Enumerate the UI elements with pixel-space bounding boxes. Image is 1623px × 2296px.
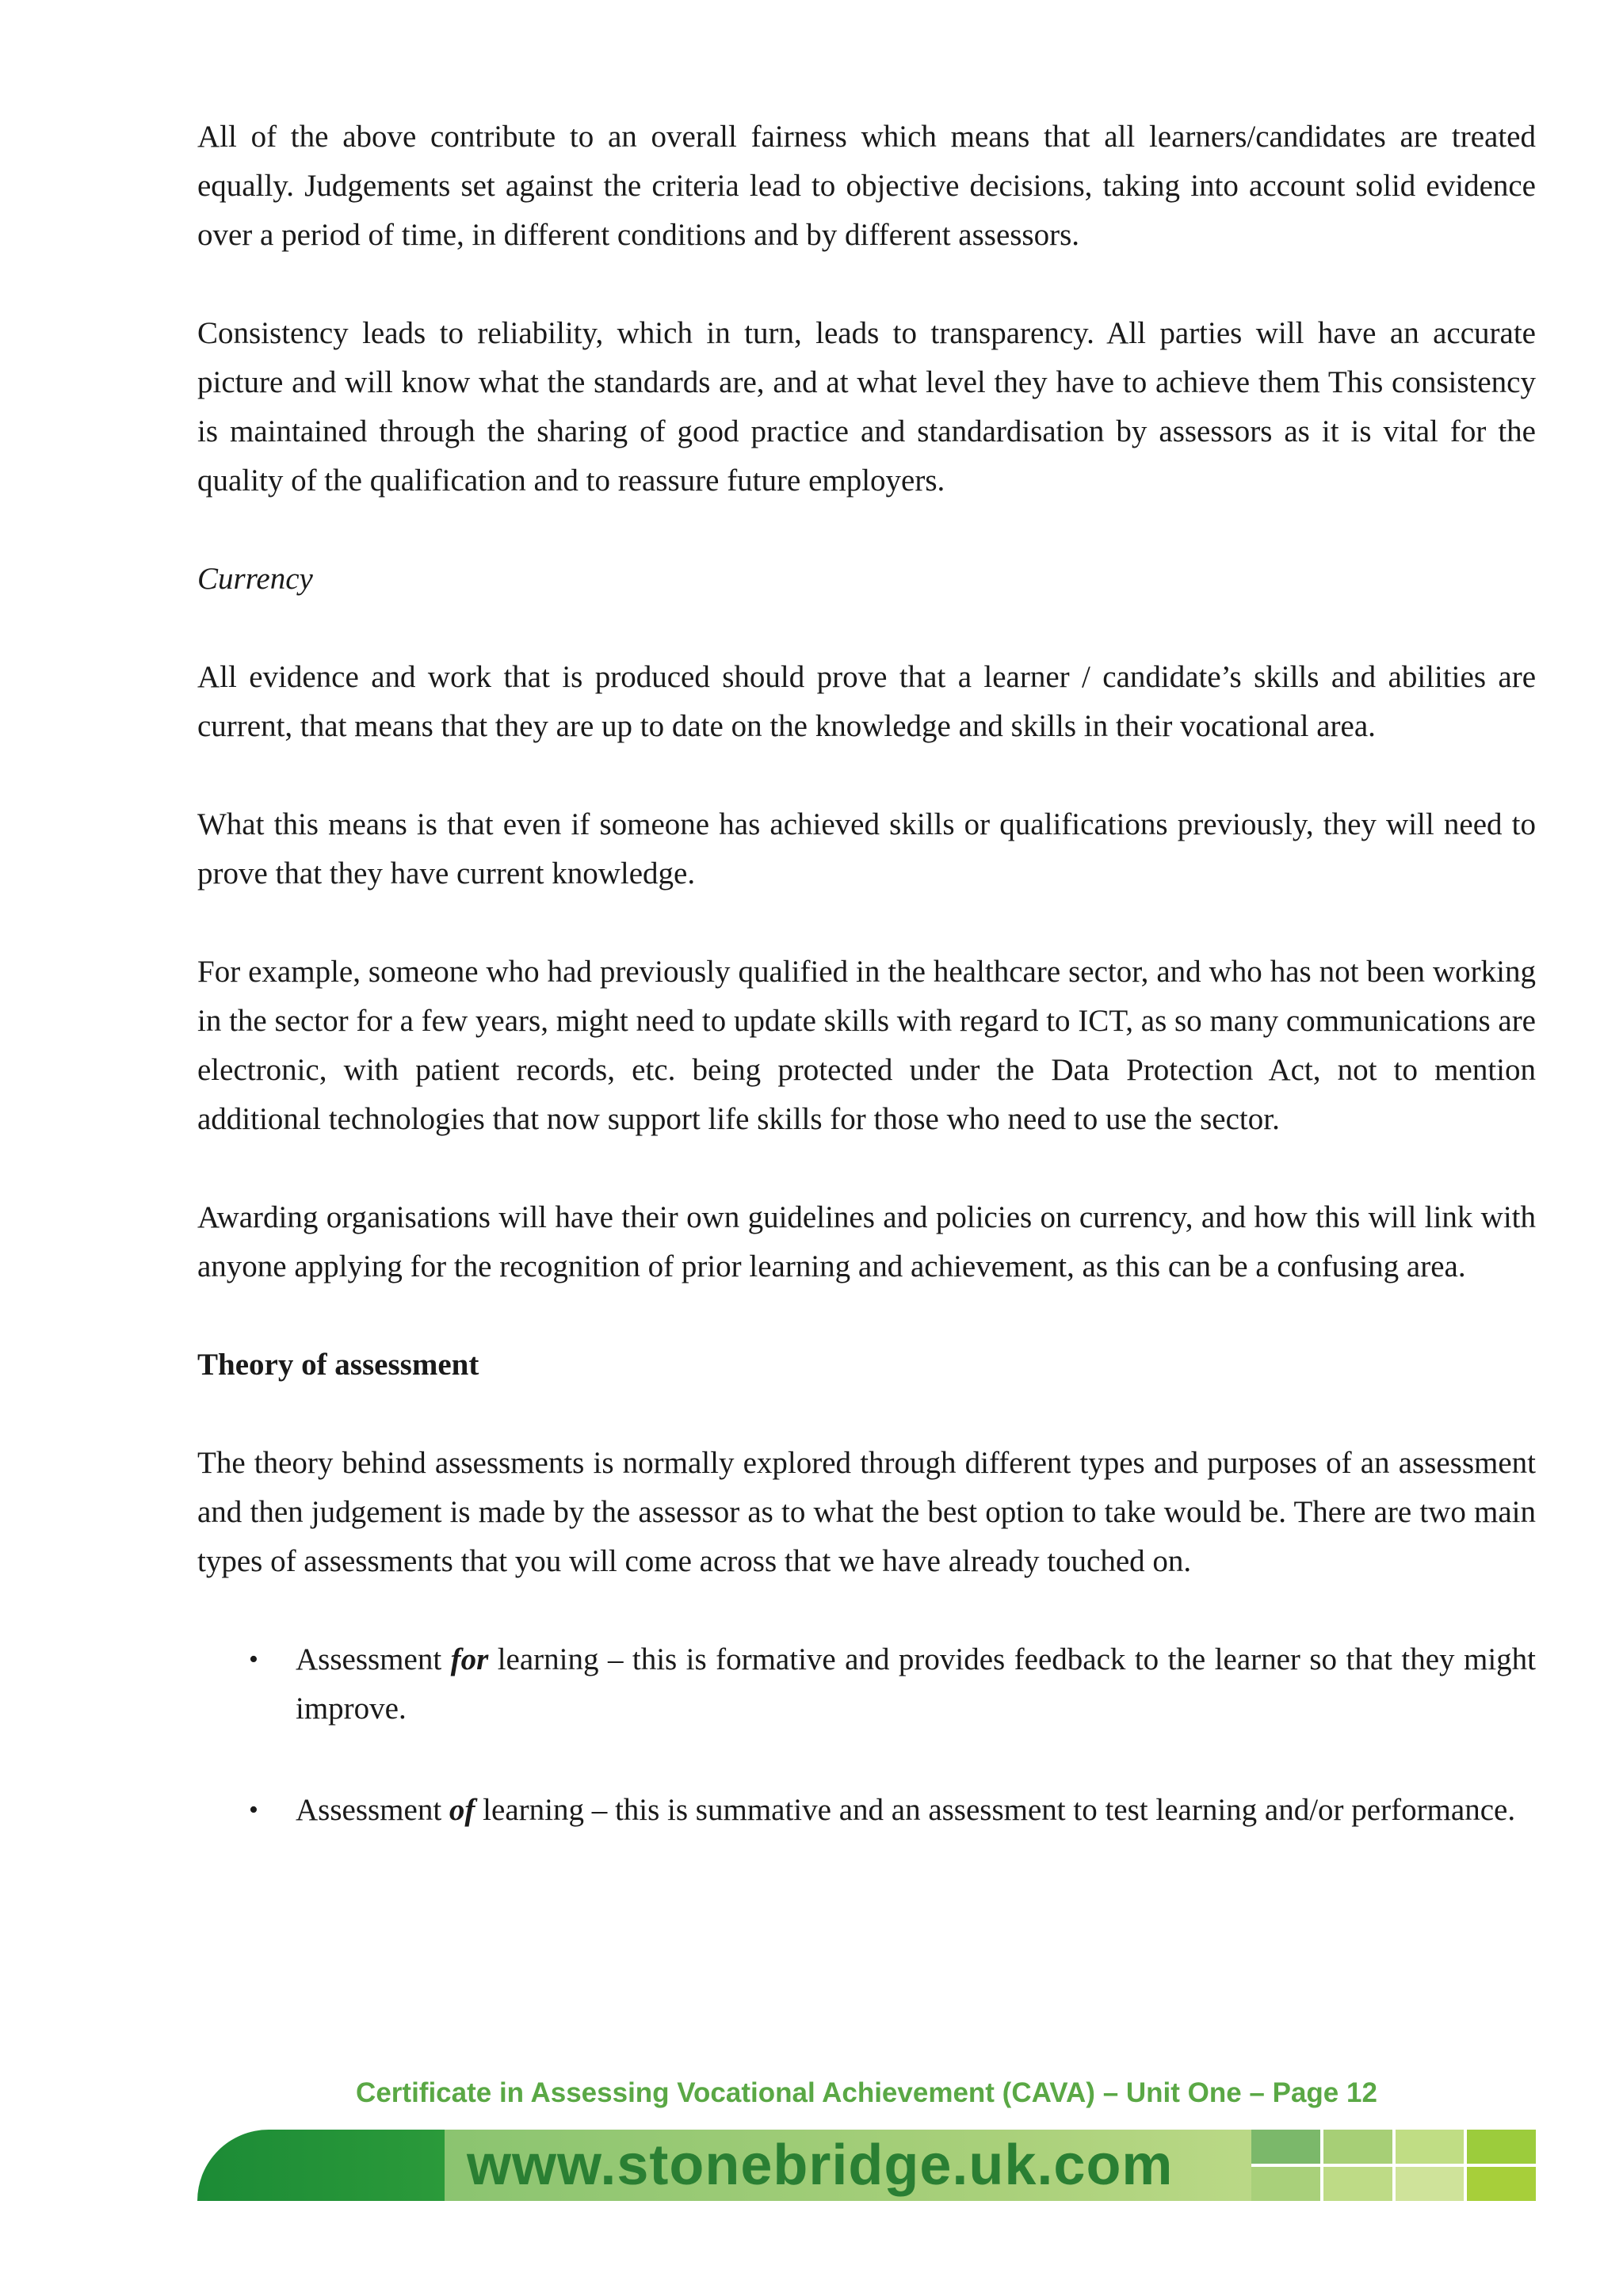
bullet-emphasis: of bbox=[449, 1793, 475, 1827]
list-item-assessment-of-learning bbox=[197, 1786, 1536, 1835]
paragraph-currency-2: What this means is that even if someone has achieved skills or qualifications previously, they will need to prove that they have current knowledge. bbox=[197, 807, 1536, 891]
banner-tile bbox=[1396, 2130, 1465, 2164]
heading-currency: Currency bbox=[197, 562, 313, 596]
paragraph-consistency: Consistency leads to reliability, which in turn, leads to transparency. All parties will have an accurate picture and will know what the standards are, and at what level they have to achieve them This consistency is maintained through the sharing of good practice and standardisation by assessors as it is vital for the quality of the qualification and to reassure future employers. bbox=[197, 316, 1536, 498]
paragraph-theory: The theory behind assessments is normally explored through different types and purposes of an assessment and then judgement is made by the assessor as to what the best option to take would be. There are two main types of assessments that you will come across that we have already touched on. bbox=[197, 1446, 1536, 1578]
footer-banner bbox=[197, 2130, 1536, 2201]
bullet-text-before: Assessment bbox=[296, 1793, 449, 1827]
bullet-text-after: learning – this is formative and provides feedback to the learner so that they might improve. bbox=[296, 1642, 1536, 1726]
paragraph-currency-3: For example, someone who had previously qualified in the healthcare sector, and who has not been working in the sector for a few years, might need to update skills with regard to ICT, as so many communications are electronic, with patient records, etc. being protected under the Data Protection Act, not to mention additional technologies that now support life skills for those who need to use the sector. bbox=[197, 955, 1536, 1136]
paragraph-currency-4: Awarding organisations will have their own guidelines and policies on currency, and how this will link with anyone applying for the recognition of prior learning and achievement, as this can be a confusing area. bbox=[197, 1200, 1536, 1283]
website-url: www.stonebridge.uk.com bbox=[467, 2134, 1174, 2197]
banner-tile bbox=[1251, 2130, 1320, 2164]
banner-tile bbox=[1396, 2167, 1465, 2201]
bullet-icon: • bbox=[249, 1795, 258, 1825]
banner-tile bbox=[1467, 2167, 1536, 2201]
banner-tile-grid bbox=[1251, 2130, 1536, 2201]
banner-tile bbox=[1323, 2167, 1392, 2201]
bullet-emphasis: for bbox=[450, 1642, 489, 1676]
bullet-text-after: learning – this is summative and an assessment to test learning and/or performance. bbox=[475, 1793, 1516, 1827]
footer-title: Certificate in Assessing Vocational Achievement (CAVA) – Unit One – Page 12 bbox=[356, 2077, 1377, 2108]
banner-tile bbox=[1467, 2130, 1536, 2164]
heading-theory-of-assessment: Theory of assessment bbox=[197, 1348, 479, 1382]
assessment-types-list bbox=[197, 1635, 1536, 1835]
bullet-icon: • bbox=[249, 1645, 258, 1674]
list-item-assessment-for-learning bbox=[197, 1635, 1536, 1733]
paragraph-currency-1: All evidence and work that is produced should prove that a learner / candidate’s skills and abilities are current, that means that they are up to date on the knowledge and skills in their vocational area. bbox=[197, 660, 1536, 743]
banner-tile bbox=[1251, 2167, 1320, 2201]
banner-tile bbox=[1323, 2130, 1392, 2164]
banner-swoosh bbox=[197, 2130, 445, 2201]
paragraph-fairness: All of the above contribute to an overall fairness which means that all learners/candidates are treated equally. Judgements set against the criteria lead to objective decisions, taking into account solid evidence over a period of time, in different conditions and by different assessors. bbox=[197, 120, 1536, 252]
bullet-text-before: Assessment bbox=[296, 1642, 451, 1676]
document-body bbox=[197, 113, 1536, 1887]
